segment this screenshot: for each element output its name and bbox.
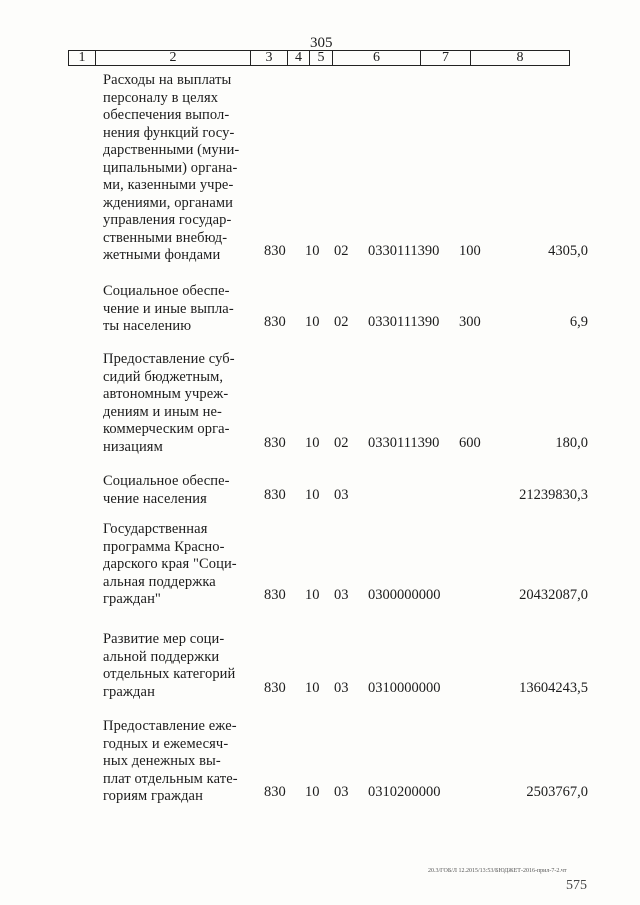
table-row <box>0 283 640 336</box>
table-header <box>68 50 570 66</box>
table-row <box>0 351 640 456</box>
amount-cell: 4305,0 <box>548 243 588 259</box>
header-col-2: 2 <box>96 51 251 65</box>
target-article-cell: 0310000000 <box>368 679 441 696</box>
table-row <box>0 718 640 806</box>
amount-cell: 21239830,3 <box>519 486 588 503</box>
row-description: Развитие мер соци- альной поддержки отдельных категорий граждан <box>103 631 236 700</box>
subsection-cell: 03 <box>334 784 349 800</box>
code-cell: 830 <box>264 314 286 330</box>
page-number: 305 <box>310 35 333 51</box>
section-cell: 10 <box>305 784 320 800</box>
subsection-cell: 03 <box>334 587 349 603</box>
amount-cell: 180,0 <box>555 434 588 451</box>
target-article-cell: 0300000000 <box>368 587 441 603</box>
header-col-8: 8 <box>516 50 524 65</box>
header-col-3: 3 <box>251 51 288 65</box>
subsection-cell: 03 <box>334 679 349 696</box>
target-article-cell: 0330111390 <box>368 314 440 330</box>
sheet-number: 575 <box>566 878 587 893</box>
table-row <box>0 473 640 508</box>
header-col-4: 4 <box>288 51 310 65</box>
row-description: Предоставление суб- сидий бюджетным, автономным учреж- дениям и иным не- коммерческим орга- низациям <box>103 351 235 455</box>
section-cell: 10 <box>305 486 320 503</box>
subsection-cell: 02 <box>334 314 349 330</box>
row-description: Социальное обеспе- чение и иные выпла- ты населению <box>103 283 234 334</box>
code-cell: 830 <box>264 679 286 696</box>
code-cell: 830 <box>264 587 286 603</box>
header-col-1: 1 <box>69 51 96 65</box>
code-cell: 830 <box>264 486 286 503</box>
section-cell: 10 <box>305 679 320 696</box>
amount-cell: 2503767,0 <box>526 784 588 800</box>
table-row <box>0 631 640 701</box>
code-cell: 830 <box>264 434 286 451</box>
table-row <box>0 521 640 609</box>
expense-type-cell: 100 <box>459 243 481 259</box>
header-col-5: 5 <box>310 51 333 65</box>
amount-cell: 6,9 <box>569 314 588 330</box>
row-description: Предоставление еже- годных и ежемесяч- ных денежных вы- плат отдельным кате- гориям граждан <box>103 718 238 804</box>
row-description: Социальное обеспе- чение населения <box>103 473 230 507</box>
target-article-cell: 0330111390 <box>368 434 440 451</box>
section-cell: 10 <box>305 243 320 259</box>
target-article-cell: 0310200000 <box>368 784 441 800</box>
header-col-7: 7 <box>421 51 471 65</box>
header-col-6: 6 <box>333 51 421 65</box>
code-cell: 830 <box>264 784 286 800</box>
subsection-cell: 02 <box>334 243 349 259</box>
section-cell: 10 <box>305 314 320 330</box>
target-article-cell: 0330111390 <box>368 243 440 259</box>
footer-stamp: 20.3/ГОБ/Л 12.2015/13:53/БЮДЖЕТ-2016-прил-7-2.чт <box>428 868 567 874</box>
amount-cell: 13604243,5 <box>519 679 588 696</box>
row-description: Расходы на выплаты персоналу в целях обеспечения выпол- нения функций госу- дарственными (муни- ципальными) органа- ми, казенными учре- ждениями, органами управления государ- ственными внебюд- жетными фондами <box>103 72 240 263</box>
section-cell: 10 <box>305 587 320 603</box>
subsection-cell: 02 <box>334 434 349 451</box>
expense-type-cell: 600 <box>459 434 481 451</box>
subsection-cell: 03 <box>334 486 349 503</box>
amount-cell: 20432087,0 <box>519 587 588 603</box>
expense-type-cell: 300 <box>459 314 481 330</box>
row-description: Государственная программа Красно- дарского края "Соци- альная поддержка граждан" <box>103 521 237 607</box>
table-row <box>0 72 640 265</box>
code-cell: 830 <box>264 243 286 259</box>
section-cell: 10 <box>305 434 320 451</box>
